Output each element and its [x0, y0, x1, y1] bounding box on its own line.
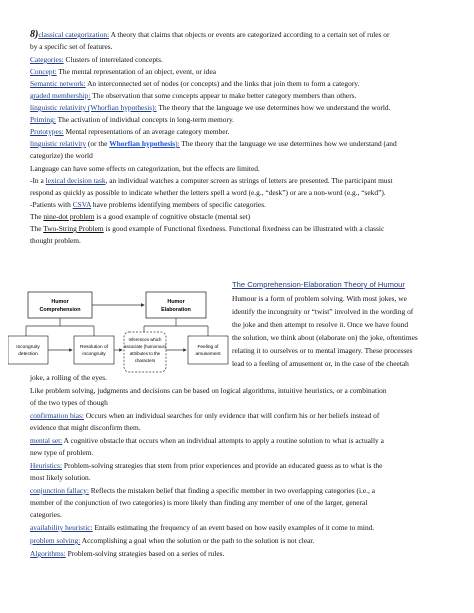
problem-solving-line: problem solving: Accomplishing a goal when the solution or the path to the solution is not clear.: [30, 536, 315, 545]
language-effects-line: Language can have some effects on categorization, but the effects are limited.: [30, 164, 260, 173]
humor-comprehension-box: [28, 292, 92, 318]
humour-continuation: joke, a rolling of the eyes.: [30, 373, 107, 382]
humour-process-diagram: [8, 256, 230, 380]
concept-line: Concept: The mental representation of an object, event, or idea: [30, 67, 217, 76]
lexical-decision-cont: respond as quickly as possible to indicate whether the letters spell a word (e.g., “desk”) or are a non-word (e.g., “sekd”).: [30, 188, 386, 197]
svg-text:Inferences which: Inferences which: [128, 337, 162, 342]
linguistic-relativity-line-2: linguistic relativity (or the Whorfian hypothesis): The theory that the language we use determines how we understand (and: [30, 139, 397, 148]
problem-solving-intro: Like problem solving, judgments and decisions can be based on logical algorithms, intuitive heuristics, or a combination: [30, 386, 387, 395]
heuristics-cont: most likely solution.: [30, 473, 91, 482]
whorfian-hypothesis-link[interactable]: Whorfian hypothesis: [109, 139, 176, 148]
semantic-network-line: Semantic network: An interconnected set of nodes (or concepts) and the links that join them to form a category.: [30, 79, 360, 88]
svg-text:associate (humorous): associate (humorous): [123, 344, 167, 349]
priming-line: Priming: The activation of individual concepts in long-term memory.: [30, 115, 235, 124]
mental-set-line: mental set: A cognitive obstacle that occurs when an individual attempts to apply a routine solution to what is actually a: [30, 436, 384, 445]
svg-text:Humor: Humor: [51, 299, 69, 305]
svg-text:amusement: amusement: [195, 352, 221, 357]
resolution-of-incongruity-box: [74, 336, 114, 364]
svg-text:characters: characters: [134, 358, 156, 363]
svg-text:incongruity: incongruity: [82, 352, 106, 357]
feeling-of-amusement-box: [188, 336, 228, 364]
availability-heuristic-line: availability heuristic: Entails estimating the frequency of an event based on how easily examples of it come to mind.: [30, 523, 375, 532]
confirmation-bias-cont: evidence that might disconfirm them.: [30, 423, 141, 432]
svg-text:Feeling of: Feeling of: [197, 345, 219, 350]
prototypes-line: Prototypes: Mental representations of an average category member.: [30, 127, 230, 136]
svg-text:Comprehension: Comprehension: [39, 307, 81, 313]
two-string-cont: thought problem.: [30, 236, 81, 245]
conjunction-fallacy-cont-2: categories.: [30, 510, 62, 519]
linguistic-relativity-cont: categorize) the world: [30, 151, 93, 160]
nine-dot-line: The nine-dot problem is a good example of cognitive obstacle (mental set): [30, 212, 251, 221]
svg-text:detection: detection: [18, 352, 38, 357]
classical-categorization-line: 8)classical categorization: A theory that claims that objects or events are categorized according to a certain set of rules or: [30, 29, 390, 40]
classical-categorization-term: classical categorization:: [38, 30, 110, 39]
svg-text:Humor: Humor: [167, 299, 185, 305]
mental-set-cont: new type of problem.: [30, 448, 94, 457]
conjunction-fallacy-cont: member of the conjunction of two categories) is more likely than finding any member of one of the larger, general: [30, 498, 368, 507]
classical-categorization-line-2: by a specific set of features.: [30, 42, 113, 51]
linguistic-relativity-line: linguistic relativity (Whorfian hypothesis): The theory that the language we use determines how we understand the world.: [30, 103, 391, 112]
humor-elaboration-box: [146, 292, 206, 318]
heuristics-line: Heuristics: Problem-solving strategies that stem from prior experiences and provide an educated guess as to what is the: [30, 461, 383, 470]
humour-theory-title: The Comprehension-Elaboration Theory of Humour: [232, 280, 405, 289]
humour-line-2: identify the incongruity or “twist” involved in the wording of: [232, 307, 414, 316]
algorithms-line: Algorithms: Problem-solving strategies based on a series of rules.: [30, 549, 225, 558]
graded-membership-line: graded membership: The observation that some concepts appear to make better category members than others.: [30, 91, 357, 100]
humour-line-1: Humour is a form of problem solving. With most jokes, we: [232, 294, 407, 303]
humour-line-4: the solution, we think about (elaborate on) the joke, oftentimes: [232, 333, 418, 342]
problem-solving-intro-cont: of the two types of though: [30, 398, 108, 407]
two-string-line: The Two-String Problem is good example of Functional fixedness. Functional fixedness can be illustrated with a classic: [30, 224, 385, 233]
humour-line-6: lead to a feeling of amusement or, in the case of the cheetah: [232, 359, 409, 368]
csva-line: -Patients with CSVA have problems identifying members of specific categories.: [30, 200, 266, 209]
confirmation-bias-line: confirmation bias: Occurs when an individual searches for only evidence that will confirm his or her beliefs instead of: [30, 411, 380, 420]
svg-text:Resolution of: Resolution of: [80, 345, 108, 350]
humour-line-5: relating it to ourselves or to mental imagery. These processes: [232, 346, 413, 355]
incongruity-detection-box: [8, 336, 48, 364]
section-number: 8): [30, 29, 39, 40]
svg-text:Elaboration: Elaboration: [161, 307, 191, 313]
conjunction-fallacy-line: conjunction fallacy: Reflects the mistaken belief that finding a specific member in two overlapping categories (i.e., a: [30, 486, 375, 495]
humour-line-3: the joke and then attempt to resolve it. Once we have found: [232, 320, 409, 329]
svg-text:attributes to the: attributes to the: [129, 351, 161, 356]
lexical-decision-line: -In a lexical decision task, an individual watches a computer screen as strings of letters are presented. The participant must: [30, 176, 393, 185]
categories-line: Categories: Clusters of interrelated concepts.: [30, 55, 163, 64]
svg-text:Incongruity: Incongruity: [16, 345, 40, 350]
